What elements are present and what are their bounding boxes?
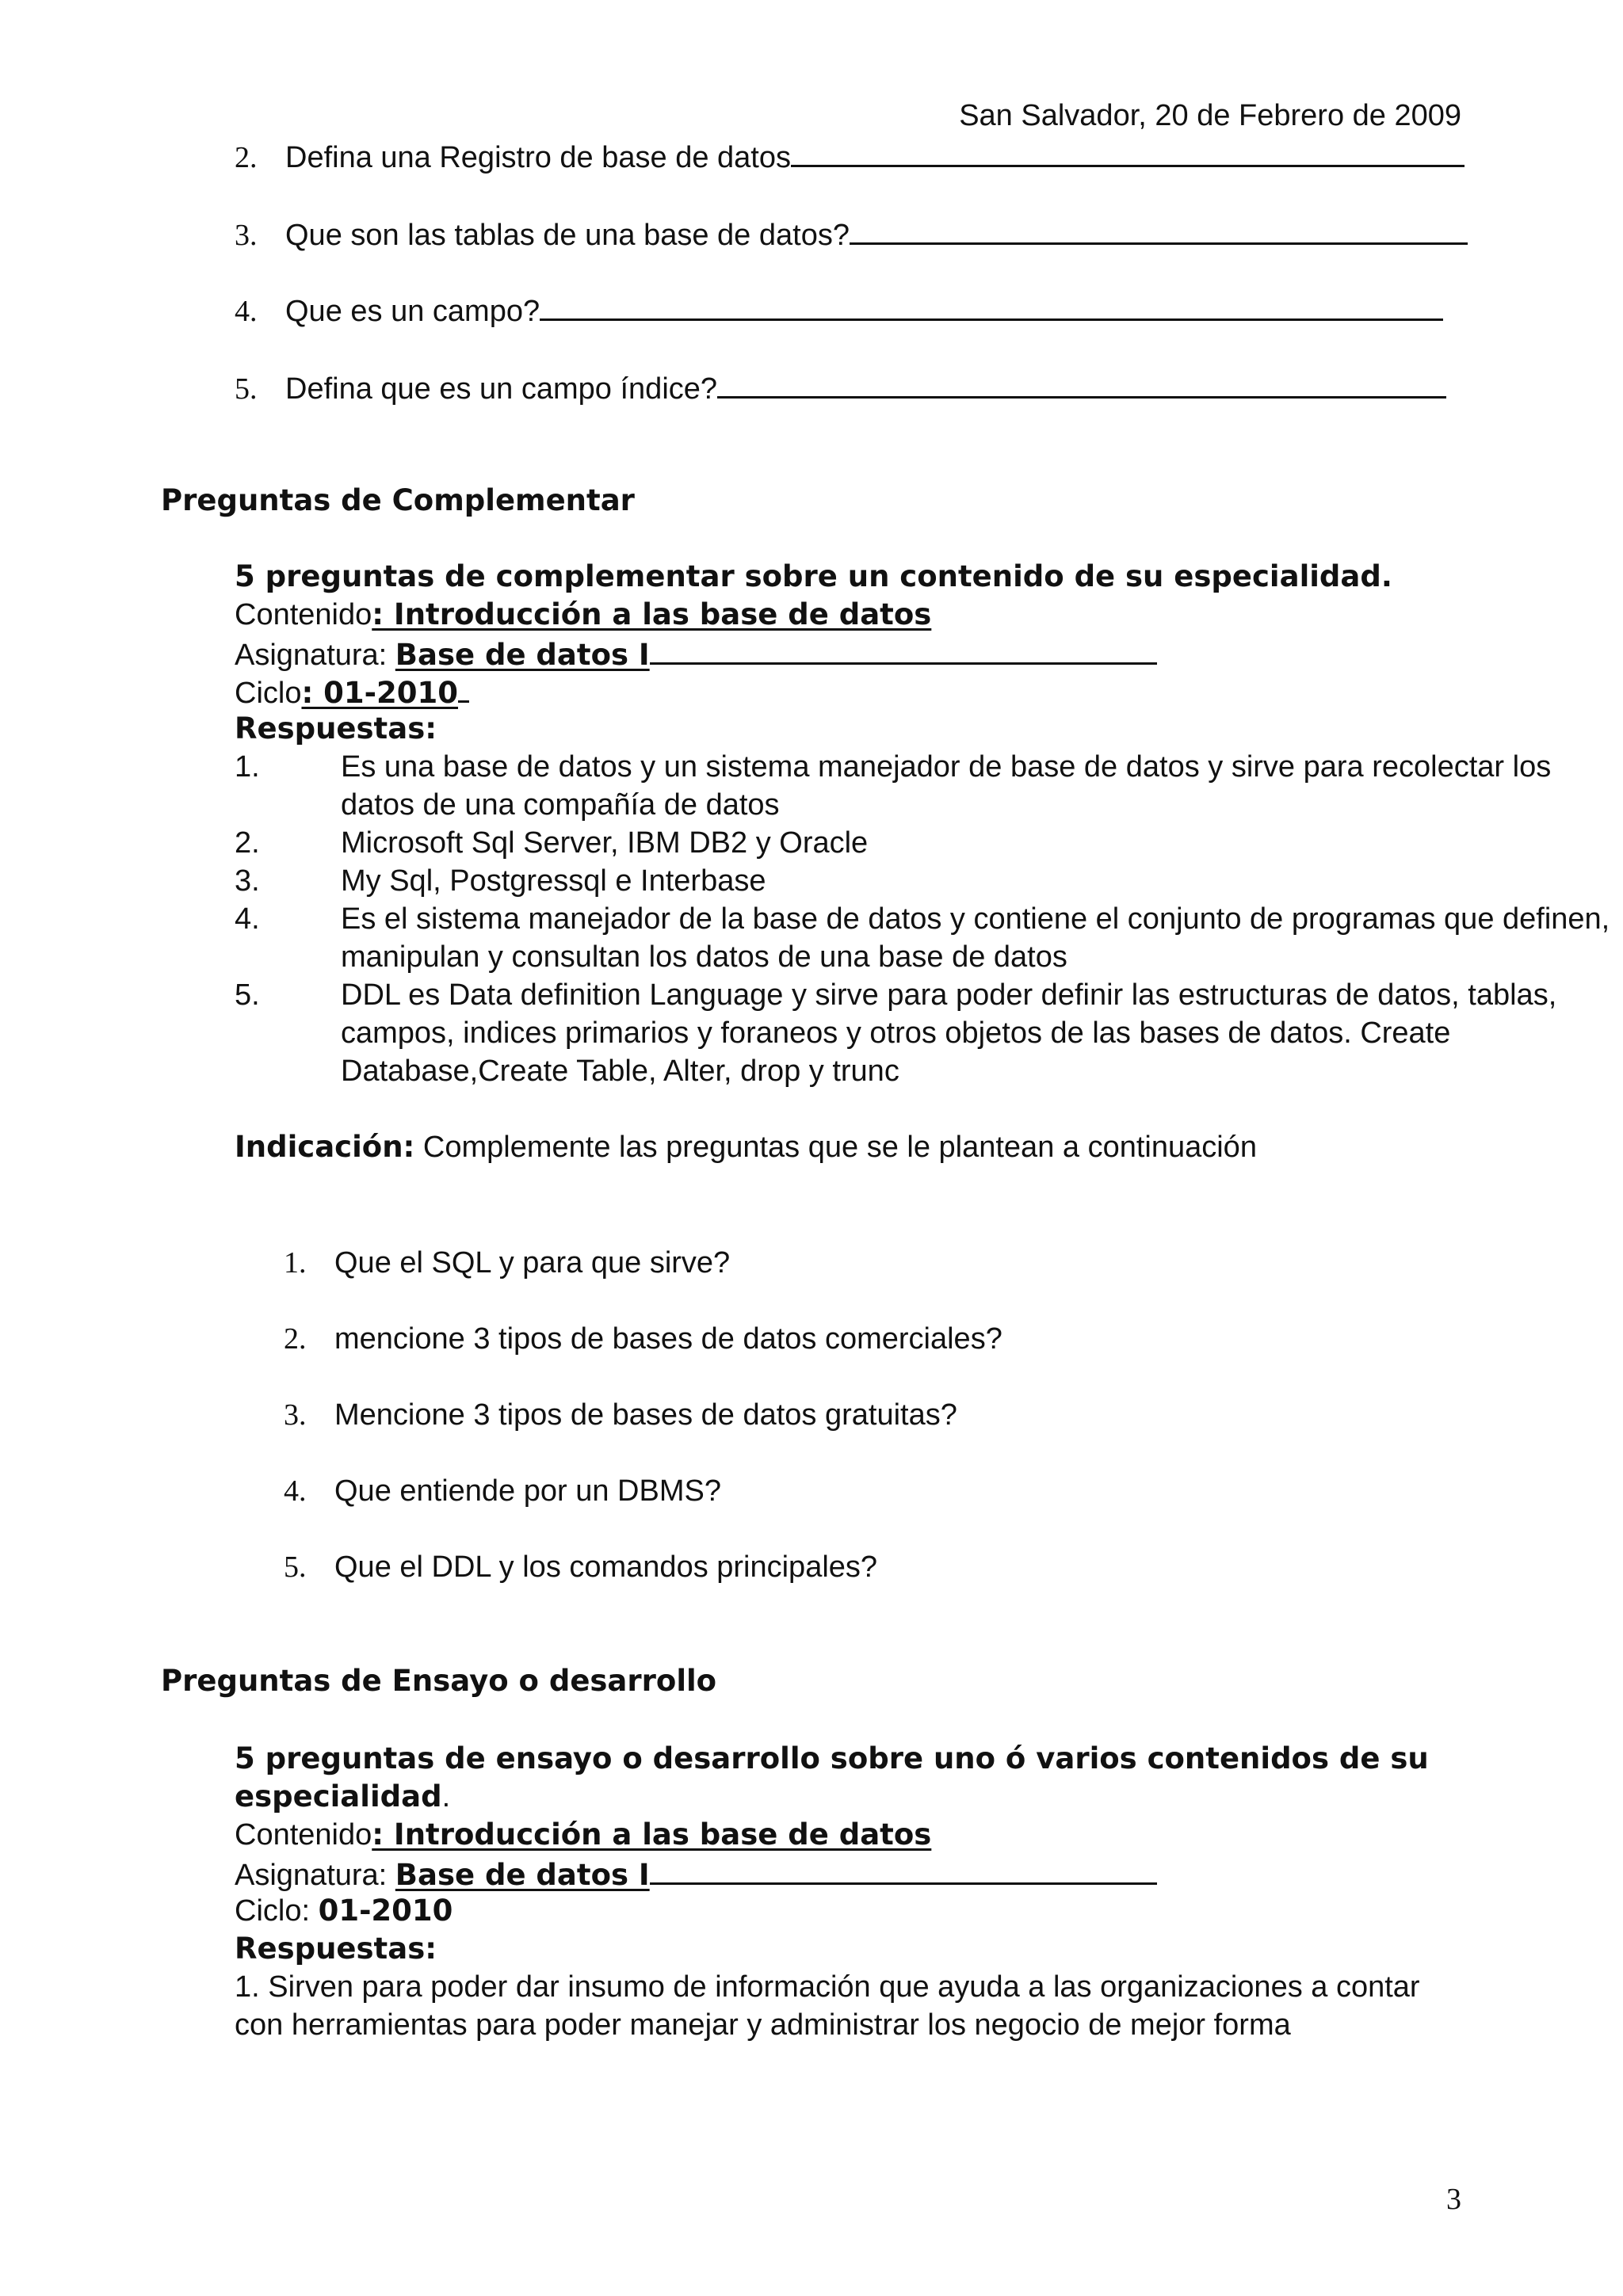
answer-number: 3. bbox=[235, 864, 260, 898]
ciclo-label: Ciclo bbox=[235, 677, 302, 710]
section1-respuestas-label: Respuestas: bbox=[235, 711, 437, 746]
question-text: Defina que es un campo índice? bbox=[285, 372, 718, 406]
section2-intro-line1: 5 preguntas de ensayo o desarrollo sobre uno ó varios contenidos de su bbox=[235, 1741, 1429, 1775]
question-text: Que es un campo? bbox=[285, 295, 540, 328]
complementar-question-4 bbox=[284, 1472, 721, 1510]
complementar-question-1 bbox=[284, 1244, 730, 1282]
section-heading-ensayo: Preguntas de Ensayo o desarrollo bbox=[161, 1664, 717, 1698]
contenido-label: Contenido bbox=[235, 598, 372, 631]
section-heading-complementar: Preguntas de Complementar bbox=[161, 483, 635, 517]
page-number: 3 bbox=[1446, 2183, 1461, 2216]
answer-number: 1. bbox=[235, 750, 260, 784]
ciclo-blank bbox=[458, 672, 469, 703]
section2-contenido bbox=[235, 1816, 931, 1854]
answer-text: DDL es Data definition Language y sirve para poder definir las estructuras de datos, tablas, campos, indices primarios y foraneos y otros objetos de las bases de datos. Create Database,Create Table, Alter, drop y trunc bbox=[341, 978, 1557, 1088]
complementar-question-2 bbox=[284, 1320, 1002, 1358]
question-2 bbox=[235, 136, 1465, 177]
question-number: 3. bbox=[235, 219, 258, 252]
answer-blank[interactable] bbox=[850, 214, 1468, 245]
complementar-question-3 bbox=[284, 1396, 957, 1434]
intro-bold-word: especialidad bbox=[235, 1779, 442, 1814]
question-3 bbox=[235, 214, 1468, 254]
question-text: Mencione 3 tipos de bases de datos gratuitas? bbox=[334, 1398, 957, 1432]
ciclo-value: : 01-2010 bbox=[301, 676, 458, 710]
question-number: 2. bbox=[235, 141, 258, 174]
indicacion-text: Complemente las preguntas que se le plantean a continuación bbox=[414, 1131, 1257, 1164]
answer-text: My Sql, Postgressql e Interbase bbox=[341, 864, 766, 898]
question-number: 4. bbox=[235, 295, 258, 328]
answer-blank[interactable] bbox=[791, 136, 1465, 167]
asignatura-label: Asignatura: bbox=[235, 1859, 395, 1892]
section2-answer-line2: con herramientas para poder manejar y administrar los negocio de mejor forma bbox=[235, 2008, 1291, 2042]
section1-ciclo bbox=[235, 672, 469, 712]
intro-end: . bbox=[441, 1780, 451, 1814]
answer-text: Microsoft Sql Server, IBM DB2 y Oracle bbox=[341, 826, 869, 860]
indicacion-label: Indicación: bbox=[235, 1130, 415, 1164]
question-5 bbox=[235, 368, 1446, 408]
ciclo-label: Ciclo: bbox=[235, 1894, 319, 1928]
answer-blank[interactable] bbox=[540, 290, 1443, 321]
question-text: Que entiende por un DBMS? bbox=[334, 1474, 721, 1508]
question-4 bbox=[235, 290, 1443, 330]
section2-ciclo bbox=[235, 1892, 453, 1930]
question-number: 1. bbox=[284, 1246, 307, 1280]
question-text: Defina una Registro de base de datos bbox=[285, 141, 791, 174]
asignatura-value: Base de datos I bbox=[395, 1858, 650, 1892]
question-number: 5. bbox=[235, 372, 258, 406]
answer-number: 2. bbox=[235, 826, 260, 860]
question-number: 3. bbox=[284, 1398, 307, 1432]
section1-intro: 5 preguntas de complementar sobre un contenido de su especialidad. bbox=[235, 559, 1392, 593]
section1-contenido bbox=[235, 596, 931, 634]
question-text: Que son las tablas de una base de datos? bbox=[285, 219, 850, 252]
answer-text: Es una base de datos y un sistema manejador de base de datos y sirve para recolectar los datos de una compañía de datos bbox=[341, 750, 1552, 822]
question-text: Que el DDL y los comandos principales? bbox=[334, 1550, 878, 1584]
asignatura-label: Asignatura: bbox=[235, 639, 395, 672]
section2-respuestas-label: Respuestas: bbox=[235, 1932, 437, 1966]
ciclo-value: 01-2010 bbox=[318, 1894, 453, 1928]
section2-asignatura bbox=[235, 1854, 1157, 1894]
contenido-label: Contenido bbox=[235, 1818, 372, 1852]
question-number: 5. bbox=[284, 1550, 307, 1584]
answer-blank[interactable] bbox=[717, 368, 1446, 399]
section1-asignatura bbox=[235, 634, 1157, 674]
question-text: mencione 3 tipos de bases de datos comerciales? bbox=[334, 1322, 1002, 1356]
contenido-value: : Introducción a las base de datos bbox=[372, 597, 932, 631]
contenido-value: : Introducción a las base de datos bbox=[372, 1817, 932, 1852]
asignatura-blank bbox=[650, 634, 1157, 665]
answer-text: Es el sistema manejador de la base de datos y contiene el conjunto de programas que definen, manipulan y consultan los datos de una base de datos bbox=[341, 902, 1610, 974]
section2-intro-line2 bbox=[235, 1778, 450, 1816]
asignatura-blank bbox=[650, 1854, 1157, 1885]
question-text: Que el SQL y para que sirve? bbox=[334, 1246, 731, 1280]
question-number: 2. bbox=[284, 1322, 307, 1356]
place-date: San Salvador, 20 de Febrero de 2009 bbox=[959, 99, 1461, 132]
answer-number: 4. bbox=[235, 902, 260, 936]
section2-answer-line1: 1. Sirven para poder dar insumo de información que ayuda a las organizaciones a contar bbox=[235, 1970, 1420, 2004]
indicacion-line bbox=[235, 1128, 1257, 1166]
question-number: 4. bbox=[284, 1474, 307, 1508]
asignatura-value: Base de datos I bbox=[395, 638, 650, 672]
complementar-question-5 bbox=[284, 1548, 877, 1586]
answer-number: 5. bbox=[235, 978, 260, 1012]
